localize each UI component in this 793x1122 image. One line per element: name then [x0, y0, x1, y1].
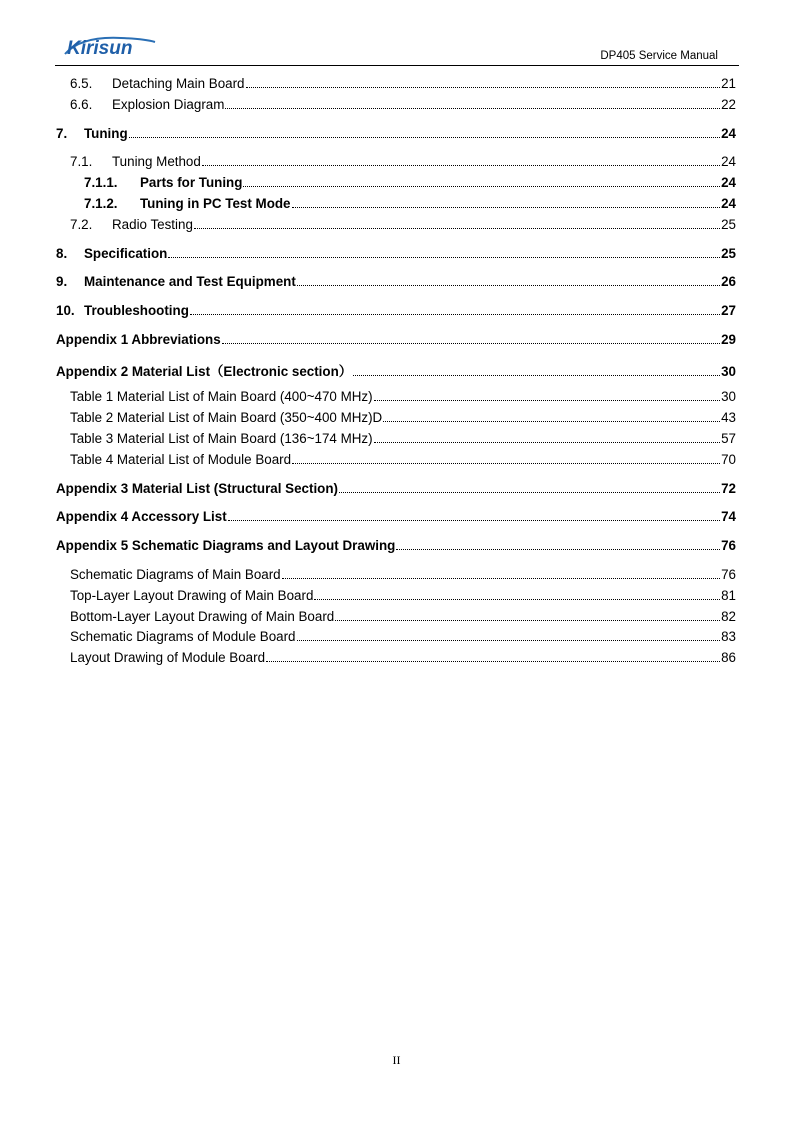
dot-leader	[335, 620, 720, 621]
toc-entry-number: 7.1.1.	[84, 175, 118, 190]
toc-entry-label: Table 1 Material List of Main Board (400~470 MHz)	[70, 389, 373, 404]
toc-entry-label: Radio Testing	[112, 217, 193, 232]
toc-entry-label: Appendix 3 Material List (Structural Section)	[56, 481, 338, 496]
toc-entry-label: Schematic Diagrams of Main Board	[70, 567, 281, 582]
toc-entry-page: 24	[721, 126, 736, 141]
header-rule	[55, 65, 739, 66]
toc-entry-page: 76	[721, 567, 736, 582]
toc-entry[interactable]	[56, 389, 736, 404]
toc-entry[interactable]	[56, 452, 736, 467]
toc-entry[interactable]	[56, 274, 736, 289]
toc-entry-page: 24	[721, 154, 736, 169]
dot-leader	[374, 442, 721, 443]
toc-entry-number: 10.	[56, 303, 75, 318]
toc-entry-label: Top-Layer Layout Drawing of Main Board	[70, 588, 314, 603]
dot-leader	[292, 463, 720, 464]
toc-entry[interactable]	[56, 303, 736, 318]
toc-entry[interactable]	[56, 361, 736, 380]
dot-leader	[222, 343, 720, 344]
dot-leader	[194, 228, 720, 229]
toc-entry-label: Explosion Diagram	[112, 97, 225, 112]
toc-entry-page: 25	[721, 217, 736, 232]
dot-leader	[282, 578, 720, 579]
toc-entry-label: Table 2 Material List of Main Board (350~400 MHz)D	[70, 410, 383, 425]
toc-entry[interactable]	[56, 567, 736, 582]
dot-leader	[202, 165, 720, 166]
toc-entry[interactable]	[56, 97, 736, 112]
toc-entry-page: 22	[721, 97, 736, 112]
toc-entry-label: Table 3 Material List of Main Board (136~174 MHz)	[70, 431, 373, 446]
toc-entry-page: 24	[721, 196, 736, 211]
toc-entry-page: 86	[721, 650, 736, 665]
toc-entry-number: 7.	[56, 126, 68, 141]
toc-entry[interactable]	[56, 650, 736, 665]
dot-leader	[129, 137, 720, 138]
toc-entry-page: 24	[721, 175, 736, 190]
toc-entry-page: 29	[721, 332, 736, 347]
toc-entry-label: Appendix 2 Material List（Electronic section）	[56, 364, 353, 379]
toc-entry[interactable]	[56, 175, 736, 190]
toc-entry-page: 27	[721, 303, 736, 318]
toc-entry-label: Tuning Method	[112, 154, 201, 169]
toc-entry-label: Troubleshooting	[84, 303, 189, 318]
toc-entry-page: 26	[721, 274, 736, 289]
toc-entry-page: 43	[721, 410, 736, 425]
toc-entry-label: Appendix 1 Abbreviations	[56, 332, 221, 347]
dot-leader	[190, 314, 720, 315]
toc-entry-page: 70	[721, 452, 736, 467]
toc-entry[interactable]	[56, 332, 736, 347]
toc-entry[interactable]	[56, 410, 736, 425]
toc-entry[interactable]	[56, 509, 736, 524]
page-header	[55, 34, 739, 66]
toc-entry[interactable]	[56, 629, 736, 644]
toc-entry-number: 8.	[56, 246, 68, 261]
toc-entry-label: Layout Drawing of Module Board	[70, 650, 266, 665]
toc-entry-label: Appendix 5 Schematic Diagrams and Layout Drawing	[56, 538, 396, 553]
kirisun-logo	[61, 34, 157, 65]
dot-leader	[396, 549, 720, 550]
toc-entry[interactable]	[56, 481, 736, 496]
toc-entry-page: 25	[721, 246, 736, 261]
toc-entry-page: 83	[721, 629, 736, 644]
toc-entry[interactable]	[56, 196, 736, 211]
toc-entry[interactable]	[56, 538, 736, 553]
toc-entry[interactable]	[56, 588, 736, 603]
dot-leader	[353, 375, 720, 376]
toc-entry-number: 6.6.	[70, 97, 93, 112]
dot-leader	[339, 492, 720, 493]
toc-entry[interactable]	[56, 76, 736, 91]
dot-leader	[266, 661, 720, 662]
toc-entry[interactable]	[56, 246, 736, 261]
toc-entry[interactable]	[56, 154, 736, 169]
toc-entry-label: Detaching Main Board	[112, 76, 245, 91]
toc-entry-label: Tuning	[84, 126, 128, 141]
toc-entry-label: Parts for Tuning	[140, 175, 243, 190]
document-title: DP405 Service Manual	[600, 50, 718, 62]
toc-entry-label: Bottom-Layer Layout Drawing of Main Board	[70, 609, 335, 624]
toc-entry-page: 57	[721, 431, 736, 446]
toc-entry-number: 7.1.	[70, 154, 93, 169]
dot-leader	[228, 520, 720, 521]
dot-leader	[297, 285, 720, 286]
dot-leader	[168, 257, 720, 258]
toc-entry-label: Tuning in PC Test Mode	[140, 196, 291, 211]
toc-entry[interactable]	[56, 126, 736, 141]
toc-entry-number: 9.	[56, 274, 68, 289]
toc-entry-page: 21	[721, 76, 736, 91]
toc-entry-page: 82	[721, 609, 736, 624]
toc-entry[interactable]	[56, 609, 736, 624]
toc-entry-page: 30	[721, 389, 736, 404]
dot-leader	[246, 87, 721, 88]
dot-leader	[383, 421, 720, 422]
toc-entry-number: 7.1.2.	[84, 196, 118, 211]
toc-entry-label: Schematic Diagrams of Module Board	[70, 629, 296, 644]
toc-entry-page: 81	[721, 588, 736, 603]
toc-entry[interactable]	[56, 217, 736, 232]
dot-leader	[314, 599, 720, 600]
toc-entry-page: 72	[721, 481, 736, 496]
toc-entry-page: 30	[721, 364, 736, 379]
dot-leader	[225, 108, 720, 109]
toc-entry-page: 76	[721, 538, 736, 553]
svg-text:Kirisun: Kirisun	[67, 38, 133, 59]
toc-entry[interactable]	[56, 431, 736, 446]
toc-entry-label: Maintenance and Test Equipment	[84, 274, 296, 289]
toc-entry-label: Table 4 Material List of Module Board	[70, 452, 292, 467]
toc-entry-label: Specification	[84, 246, 168, 261]
dot-leader	[297, 640, 721, 641]
dot-leader	[374, 400, 721, 401]
toc-entry-label: Appendix 4 Accessory List	[56, 509, 227, 524]
toc-entry-number: 7.2.	[70, 217, 93, 232]
dot-leader	[292, 207, 721, 208]
toc-entry-page: 74	[721, 509, 736, 524]
page-number: II	[392, 1053, 401, 1067]
toc-entry-number: 6.5.	[70, 76, 93, 91]
dot-leader	[243, 186, 720, 187]
